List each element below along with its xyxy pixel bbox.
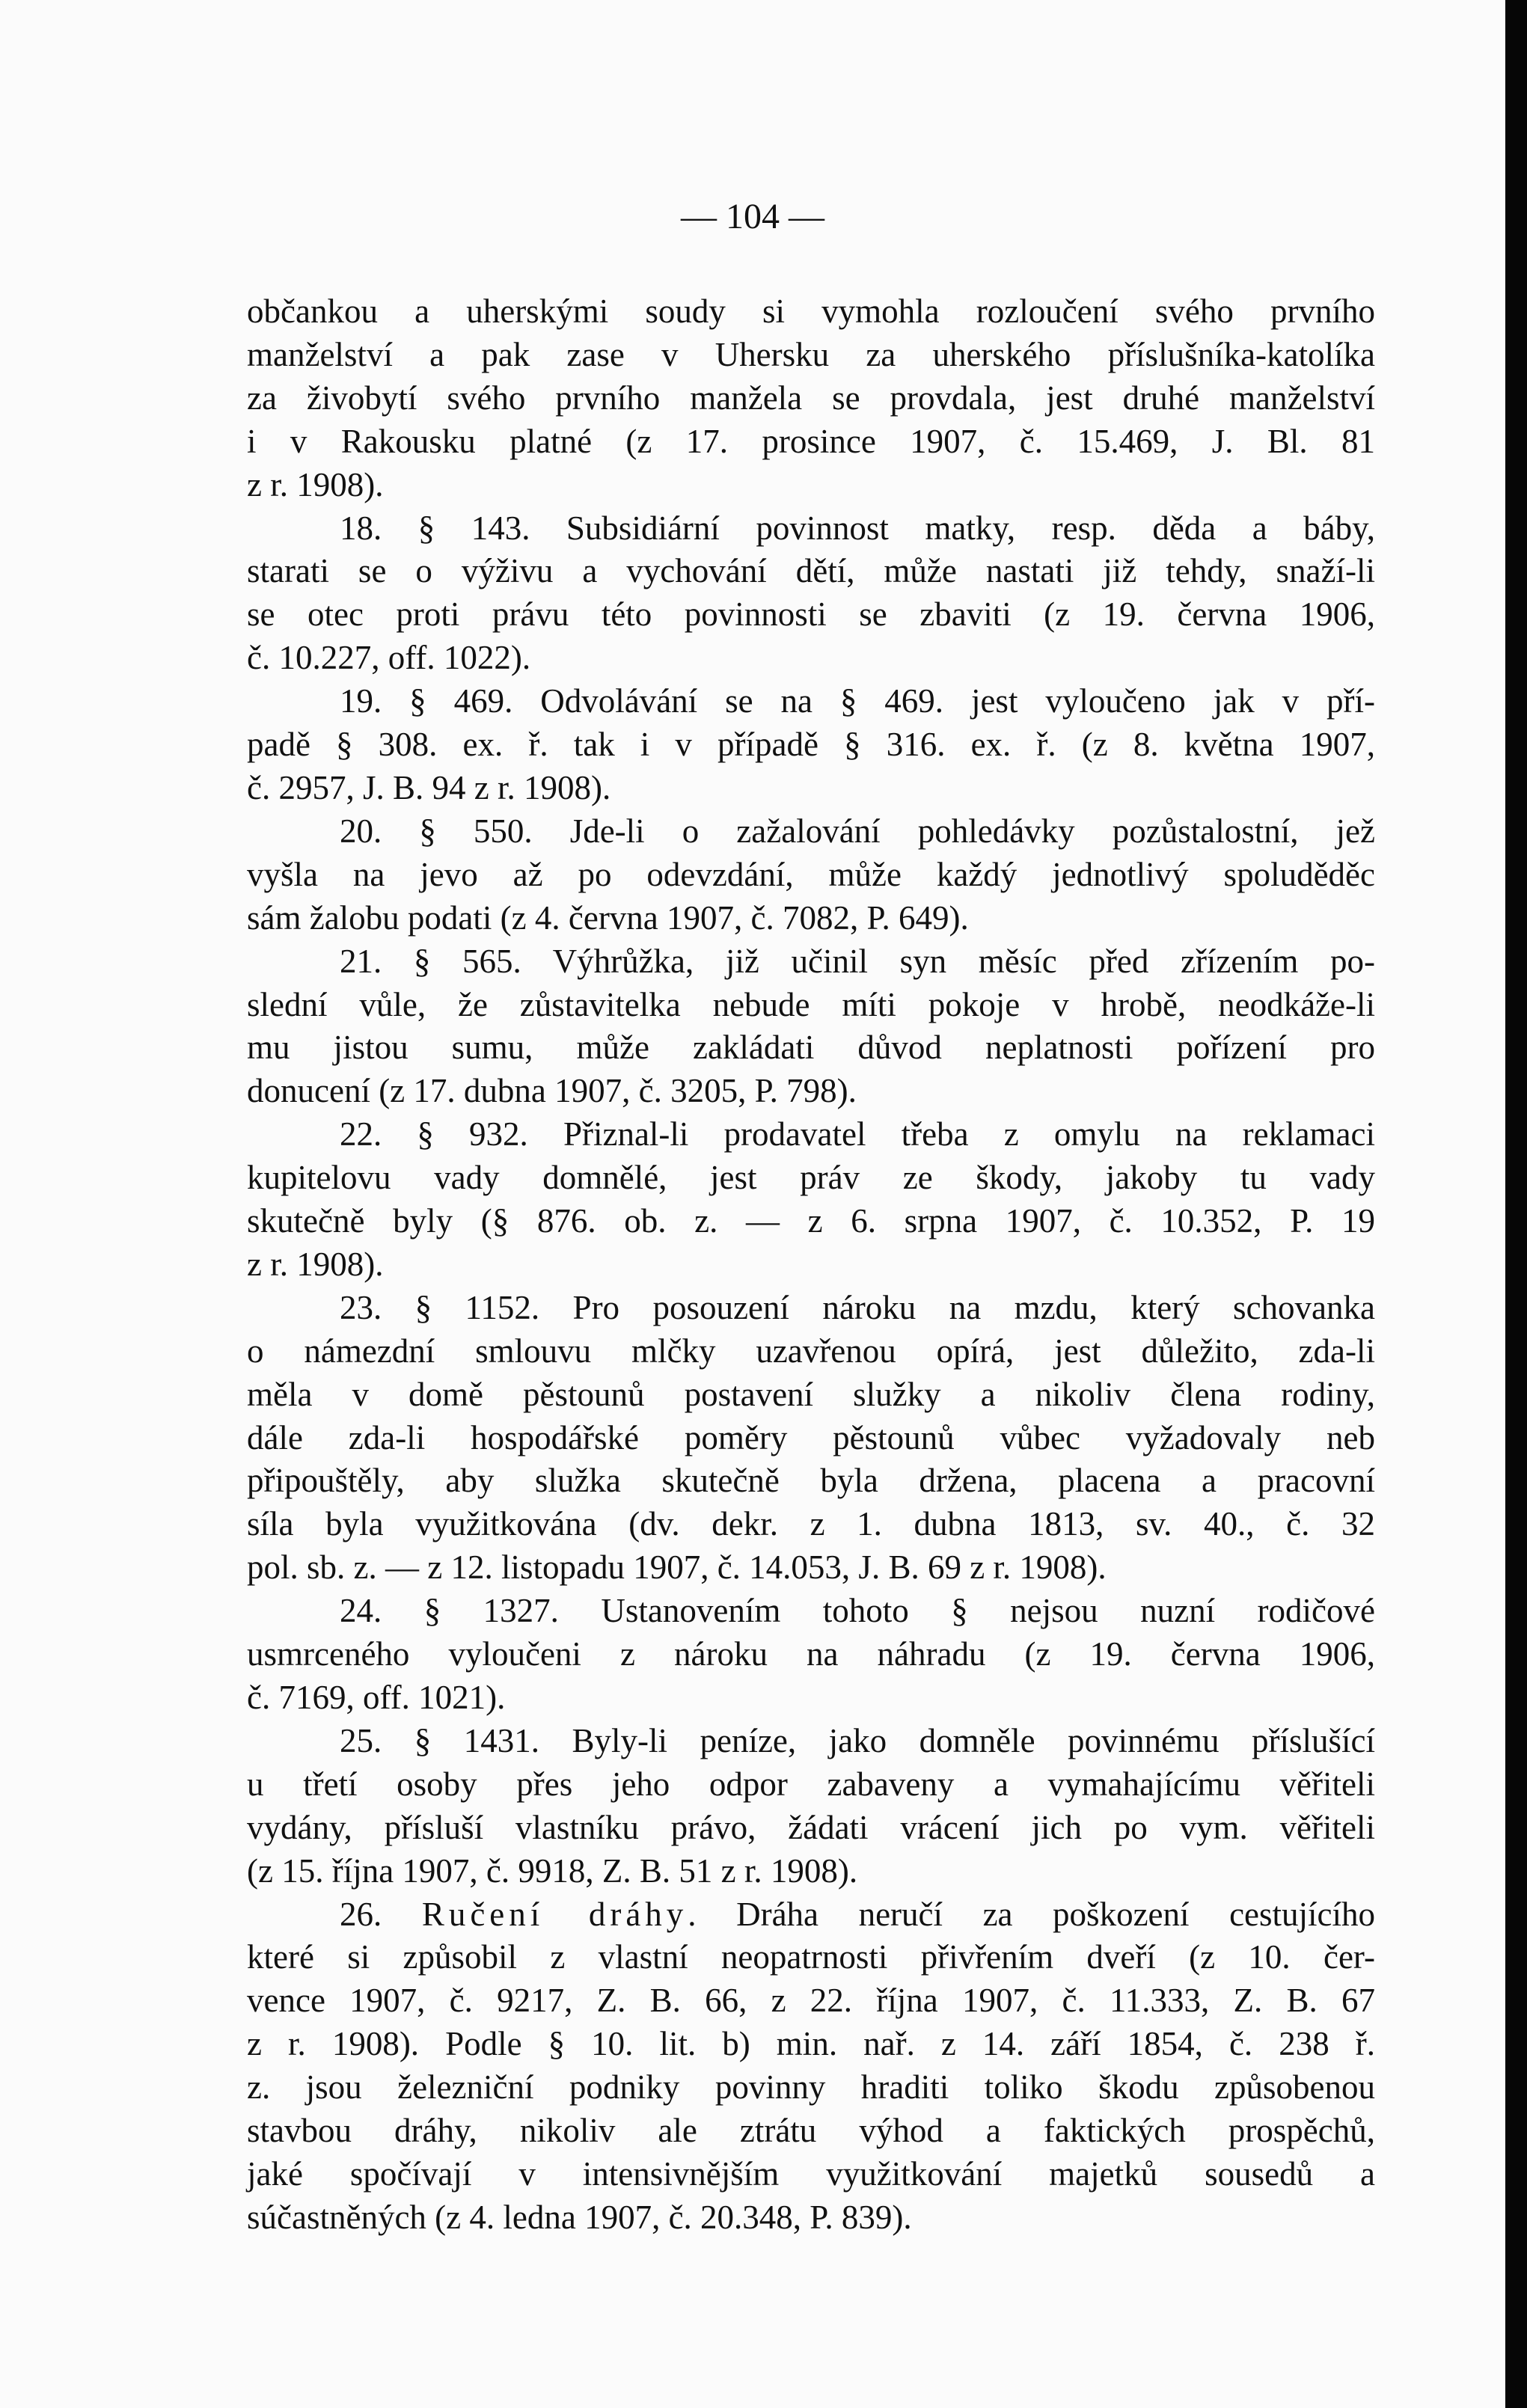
text-line: se otec proti právu této povinnosti se zbaviti (z 19. června 1906,: [247, 595, 1375, 634]
text-line: (z 15. října 1907, č. 9918, Z. B. 51 z r. 1908).: [247, 1851, 858, 1890]
text-line: mu jistou sumu, může zakládati důvod neplatnosti pořízení pro: [247, 1029, 1375, 1067]
text-line: dále zda-li hospodářské poměry pěstounů vůbec vyžadovaly neb: [247, 1418, 1375, 1456]
text-line: č. 10.227, off. 1022).: [247, 639, 531, 677]
text-line: připouštěly, aby služka skutečně byla držena, placena a pracovní: [247, 1462, 1375, 1500]
text-line: slední vůle, že zůstavitelka nebude míti pokoje v hrobě, neodkáže-li: [247, 985, 1375, 1023]
text-line: 21. § 565. Výhrůžka, již učinil syn měsíc před zřízením po-: [340, 942, 1375, 980]
text-line: z r. 1908).: [247, 1245, 384, 1283]
text-line: u třetí osoby přes jeho odpor zabaveny a vymahajícímu věřiteli: [247, 1765, 1375, 1803]
text-line: z. jsou železniční podniky povinny hraditi toliko škodu způsobenou: [247, 2068, 1375, 2107]
text-line: 23. § 1152. Pro posouzení nároku na mzdu, který schovanka: [340, 1288, 1375, 1326]
text-line: 19. § 469. Odvolávání se na § 469. jest vyloučeno jak v pří-: [340, 682, 1375, 720]
text-line: súčastněných (z 4. ledna 1907, č. 20.348, P. 839).: [247, 2198, 912, 2236]
text-line: měla v domě pěstounů postavení služky a nikoliv člena rodiny,: [247, 1375, 1375, 1413]
text-line: [247, 1893, 1375, 1937]
text-line: starati se o výživu a vychování dětí, může nastati již tehdy, snaží-li: [247, 552, 1375, 590]
text-line: 24. § 1327. Ustanovením tohoto § nejsou nuzní rodičové: [340, 1592, 1375, 1630]
text-line: i v Rakousku platné (z 17. prosince 1907, č. 15.469, J. Bl. 81: [247, 422, 1375, 460]
text-line: 25. § 1431. Byly-li peníze, jako domněle povinnému příslušící: [340, 1721, 1375, 1759]
text-segment: . Dráha neručí za poškození cestujícího: [688, 1895, 1376, 1933]
text-line: z r. 1908).: [247, 465, 384, 503]
text-line: stavbou dráhy, nikoliv ale ztrátu výhod a faktických prospěchů,: [247, 2112, 1375, 2150]
text-line: kupitelovu vady domnělé, jest práv ze škody, jakoby tu vady: [247, 1159, 1375, 1197]
text-line: skutečně byly (§ 876. ob. z. — z 6. srpna 1907, č. 10.352, P. 19: [247, 1202, 1375, 1240]
spaced-heading: Ručení dráhy: [421, 1895, 688, 1933]
body-text: [247, 290, 1375, 2240]
text-line: síla byla využitkována (dv. dekr. z 1. dubna 1813, sv. 40., č. 32: [247, 1505, 1375, 1543]
text-line: č. 7169, off. 1021).: [247, 1679, 506, 1716]
text-line: manželství a pak zase v Uhersku za uherského příslušníka-katolíka: [247, 335, 1375, 373]
scan-edge: [1505, 0, 1527, 2408]
text-line: které si způsobil z vlastní neopatrnosti přivřením dveří (z 10. čer-: [247, 1938, 1375, 1976]
text-line: donucení (z 17. dubna 1907, č. 3205, P. 798).: [247, 1072, 857, 1110]
text-line: o námezdní smlouvu mlčky uzavřenou opírá, jest důležito, zda-li: [247, 1332, 1375, 1370]
text-segment: 26.: [340, 1895, 422, 1933]
text-line: usmrceného vyloučeni z nároku na náhradu (z 19. června 1906,: [247, 1635, 1375, 1673]
text-line: pol. sb. z. — z 12. listopadu 1907, č. 14.053, J. B. 69 z r. 1908).: [247, 1548, 1107, 1587]
page-number: — 104 —: [681, 197, 824, 236]
text-line: z r. 1908). Podle § 10. lit. b) min. nař. z 14. září 1854, č. 238 ř.: [247, 2025, 1375, 2063]
text-line: č. 2957, J. B. 94 z r. 1908).: [247, 768, 611, 806]
text-line: sám žalobu podati (z 4. června 1907, č. 7082, P. 649).: [247, 898, 969, 937]
text-line: vyšla na jevo až po odevzdání, může každý jednotlivý spoluděděc: [247, 855, 1375, 893]
text-line: 20. § 550. Jde-li o zažalování pohledávky pozůstalostní, jež: [340, 812, 1375, 850]
text-line: za živobytí svého prvního manžela se provdala, jest druhé manželství: [247, 379, 1375, 417]
text-line: vence 1907, č. 9217, Z. B. 66, z 22. října 1907, č. 11.333, Z. B. 67: [247, 1982, 1375, 2020]
text-line: 22. § 932. Přiznal-li prodavatel třeba z omylu na reklamaci: [340, 1115, 1375, 1154]
text-line: občankou a uherskými soudy si vymohla rozloučení svého prvního: [247, 292, 1375, 330]
text-line: 18. § 143. Subsidiární povinnost matky, resp. děda a báby,: [340, 509, 1375, 547]
text-line: padě § 308. ex. ř. tak i v případě § 316. ex. ř. (z 8. května 1907,: [247, 726, 1375, 764]
text-line: vydány, přísluší vlastníku právo, žádati vrácení jich po vym. věřiteli: [247, 1808, 1375, 1846]
text-line: jaké spočívají v intensivnějším využitkování majetků sousedů a: [247, 2154, 1375, 2193]
